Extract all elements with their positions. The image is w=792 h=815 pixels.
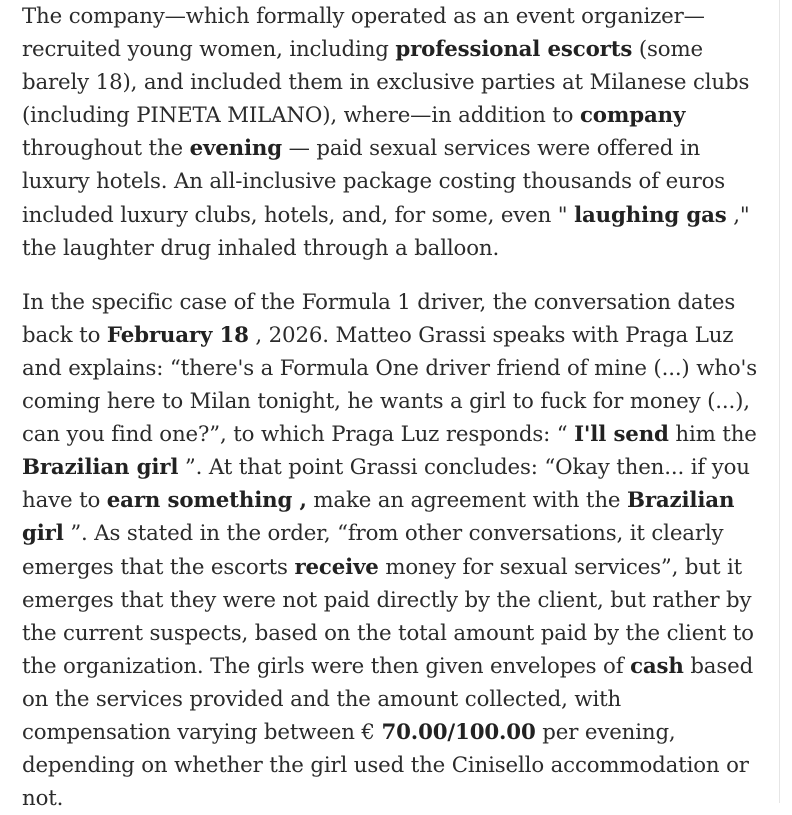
text-segment: The company—which formally operated as an event organizer—recruited young women, including xyxy=(22,4,705,63)
bold-phrase: Brazilian girl xyxy=(22,455,179,481)
text-segment: based on the services provided and the amount collected, with compensation varying between € xyxy=(22,653,754,745)
text-segment: per evening, depending on whether the girl used the Cinisello accommodation or not. xyxy=(22,719,749,812)
bold-phrase: receive xyxy=(294,554,379,580)
bold-phrase: I'll send xyxy=(574,422,669,448)
text-segment: throughout the xyxy=(22,136,190,162)
bold-phrase: February 18 xyxy=(106,322,249,348)
text-segment: , 2026. Matteo Grassi speaks with Praga Luz and explains: “there's a Formula One driver friend of mine (...) who's coming here to Milan tonight, he wants a girl to fuck for money (...), can you find one?”, to which Praga Luz responds: “ xyxy=(22,322,758,448)
bold-phrase: professional escorts xyxy=(395,37,633,63)
bold-phrase: cash xyxy=(630,653,684,679)
text-segment: ," the laughter drug inhaled through a balloon. xyxy=(22,202,750,261)
page-edge-divider xyxy=(779,0,780,803)
bold-phrase: 70.00/100.00 xyxy=(381,719,536,745)
bold-phrase: Brazilian girl xyxy=(22,488,735,547)
bold-phrase: earn something , xyxy=(106,488,307,514)
text-segment: make an agreement with the xyxy=(306,488,627,514)
text-segment: — paid sexual services were offered in luxury hotels. An all-inclusive package costing thousands of euros included luxury clubs, hotels, and, for some, even " xyxy=(22,136,726,228)
bold-phrase: company xyxy=(579,103,686,129)
article-body xyxy=(22,0,768,815)
paragraph-formula-one-driver xyxy=(22,286,768,815)
text-segment: money for sexual services”, but it emerges that they were not paid directly by the client, but rather by the current suspects, based on the total amount paid by the client to the organization. The girls were then given envelopes of xyxy=(22,554,754,679)
text-segment: ”. At that point Grassi concludes: “Okay then... if you have to xyxy=(22,455,750,514)
bold-phrase: evening xyxy=(189,136,282,162)
bold-phrase: laughing gas xyxy=(574,202,727,228)
text-segment: ”. As stated in the order, “from other conversations, it clearly emerges that the escorts xyxy=(22,521,724,580)
text-segment: In the specific case of the Formula 1 driver, the conversation dates back to xyxy=(22,289,736,348)
text-segment: (some barely 18), and included them in exclusive parties at Milanese clubs (including PINETA MILANO), where—in addition to xyxy=(22,37,750,129)
text-segment: him the xyxy=(668,422,757,448)
paragraph-event-organizer xyxy=(22,0,768,265)
